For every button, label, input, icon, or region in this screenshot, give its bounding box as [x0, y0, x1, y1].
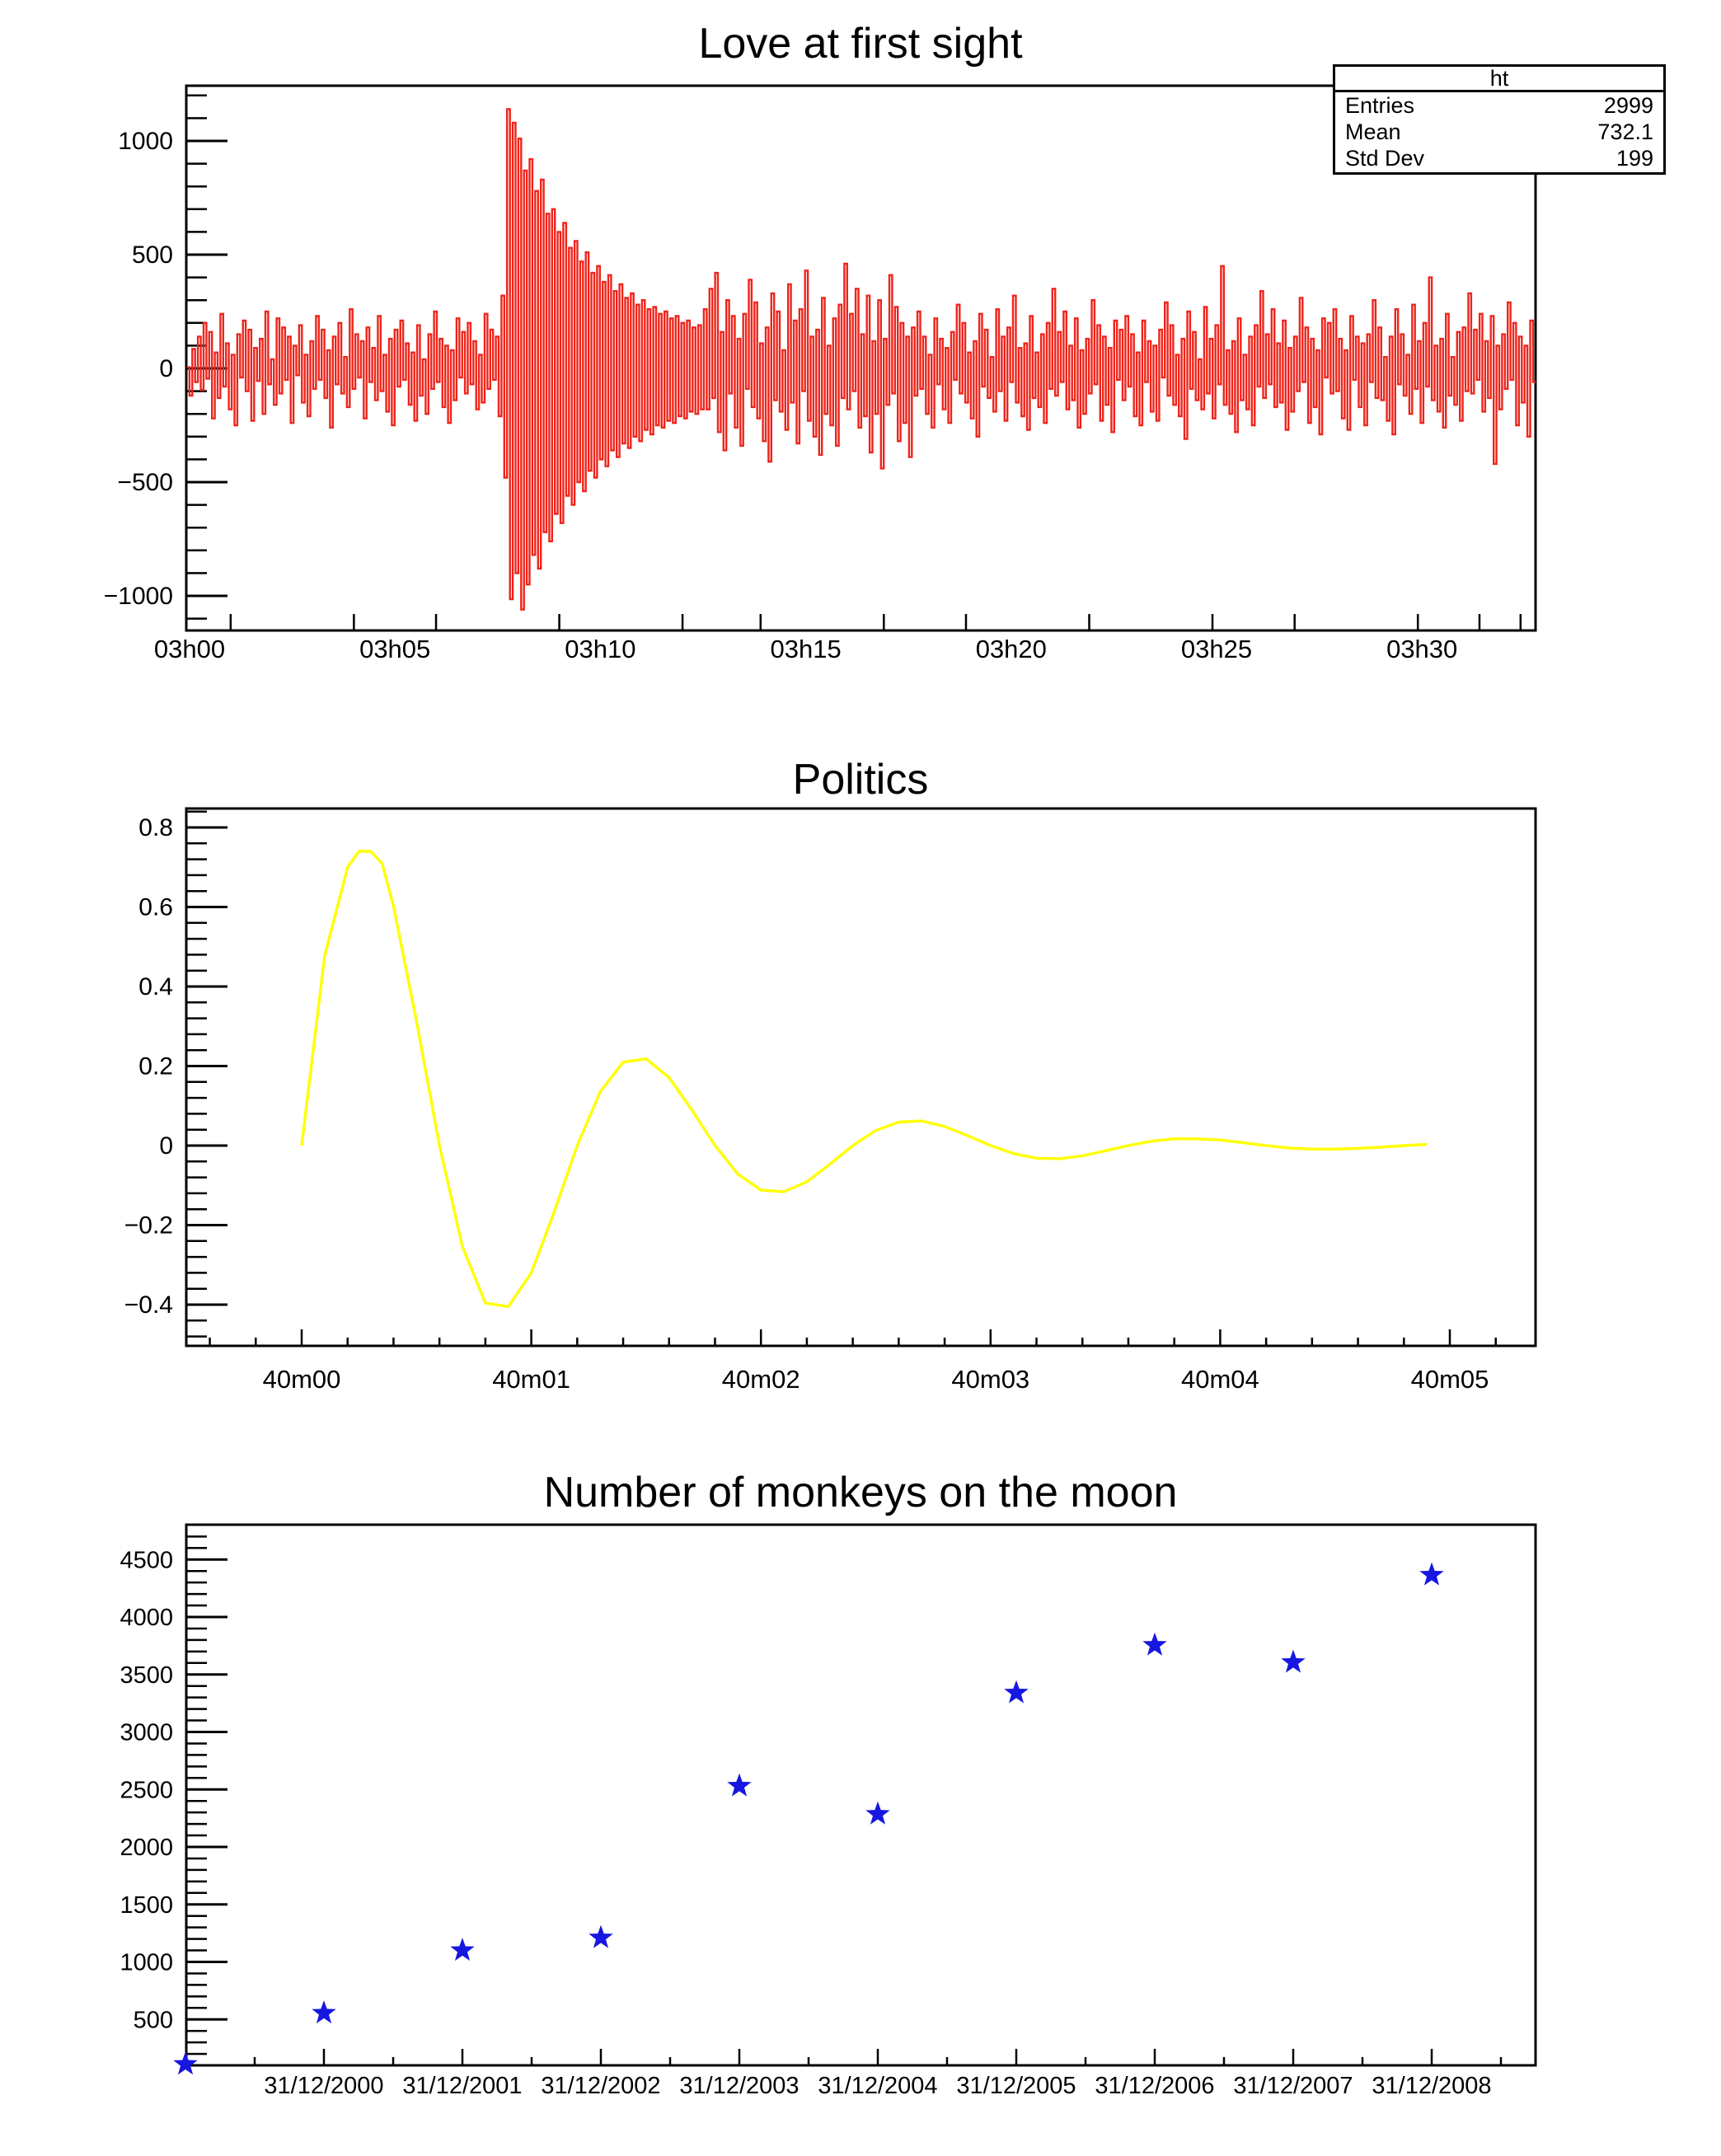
svg-text:40m05: 40m05 [1410, 1365, 1489, 1394]
svg-text:31/12/2008: 31/12/2008 [1372, 2073, 1492, 2099]
svg-text:2000: 2000 [120, 1835, 173, 1861]
monkeys-plot [120, 1525, 1536, 2099]
svg-text:03h00: 03h00 [153, 635, 226, 663]
svg-text:31/12/2000: 31/12/2000 [264, 2073, 384, 2099]
stats-value: 2999 [1603, 93, 1653, 118]
svg-text:−1000: −1000 [103, 583, 173, 610]
politics-plot [124, 808, 1536, 1394]
svg-text:03h15: 03h15 [770, 635, 842, 663]
stats-value: 732.1 [1597, 120, 1653, 144]
svg-text:40m04: 40m04 [1181, 1365, 1259, 1394]
svg-text:03h20: 03h20 [975, 635, 1047, 663]
svg-text:1000: 1000 [120, 1949, 173, 1976]
svg-text:0.4: 0.4 [138, 973, 173, 1001]
svg-text:31/12/2003: 31/12/2003 [679, 2073, 800, 2099]
svg-text:03h10: 03h10 [565, 635, 636, 663]
svg-text:03h25: 03h25 [1180, 635, 1253, 663]
svg-text:500: 500 [133, 2007, 173, 2034]
svg-text:1500: 1500 [120, 1891, 173, 1919]
stats-label: Mean [1345, 120, 1401, 144]
svg-text:31/12/2004: 31/12/2004 [818, 2073, 938, 2099]
stats-row-mean [1335, 119, 1663, 145]
svg-text:2500: 2500 [120, 1777, 173, 1804]
pad-title-monkeys: Number of monkeys on the moon [543, 1469, 1178, 1516]
svg-text:0.6: 0.6 [138, 893, 173, 921]
svg-text:−0.2: −0.2 [124, 1212, 173, 1240]
svg-text:−500: −500 [117, 469, 173, 496]
svg-text:0.8: 0.8 [138, 814, 173, 841]
stats-box-title: ht [1335, 67, 1663, 92]
svg-text:31/12/2005: 31/12/2005 [956, 2073, 1076, 2099]
svg-text:31/12/2001: 31/12/2001 [402, 2073, 523, 2099]
stats-box [1333, 64, 1666, 175]
svg-text:4000: 4000 [120, 1605, 173, 1631]
svg-text:0: 0 [159, 1132, 173, 1160]
svg-text:0: 0 [159, 355, 173, 382]
svg-text:03h30: 03h30 [1386, 635, 1458, 663]
love-at-first-sight-plot [104, 86, 1536, 663]
pad-title-love: Love at first sight [698, 20, 1023, 68]
stats-label: Entries [1345, 93, 1415, 118]
svg-text:40m00: 40m00 [262, 1365, 341, 1394]
svg-text:40m01: 40m01 [492, 1365, 570, 1394]
pad-title-politics: Politics [792, 756, 929, 804]
svg-text:3500: 3500 [120, 1662, 173, 1689]
svg-text:1000: 1000 [118, 128, 173, 155]
svg-text:31/12/2006: 31/12/2006 [1095, 2073, 1215, 2099]
svg-text:31/12/2002: 31/12/2002 [541, 2073, 661, 2099]
stats-row-stddev [1335, 145, 1663, 171]
svg-text:40m03: 40m03 [951, 1365, 1030, 1394]
svg-text:03h05: 03h05 [359, 635, 431, 663]
svg-text:500: 500 [131, 241, 173, 269]
svg-text:40m02: 40m02 [721, 1365, 800, 1394]
svg-text:31/12/2007: 31/12/2007 [1233, 2073, 1353, 2099]
svg-text:−0.4: −0.4 [124, 1291, 173, 1319]
svg-text:3000: 3000 [120, 1719, 173, 1746]
stats-row-entries [1335, 92, 1663, 119]
stats-label: Std Dev [1345, 146, 1425, 171]
svg-text:4500: 4500 [120, 1547, 173, 1574]
stats-value: 199 [1615, 146, 1653, 171]
svg-text:0.2: 0.2 [138, 1052, 173, 1080]
